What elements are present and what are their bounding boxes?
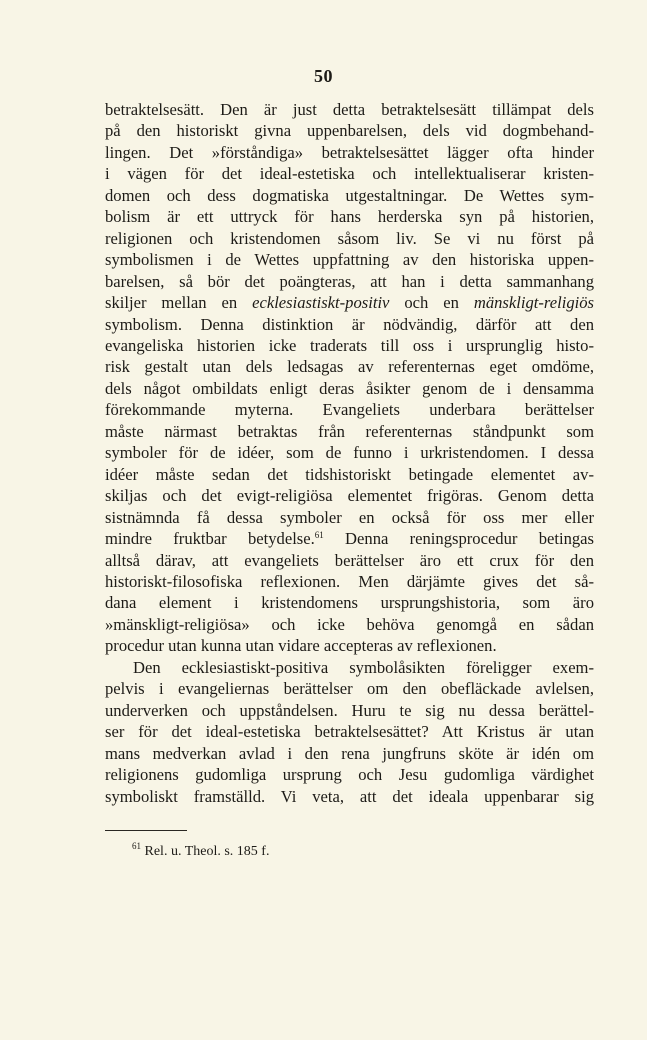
text-line: dels något ombildats enligt deras åsikter genom de i densamma [105,378,594,398]
text-line-with-footnote-ref [105,528,594,549]
footnote-reference: 61 [314,530,324,541]
text-line: förekommande myterna. Evangeliets underbara berättelser [105,400,594,420]
text-line: religionens gudomliga ursprung och Jesu gudomliga värdighet [105,765,594,785]
body-text [105,99,594,807]
text-line: alltså därav, att evangeliets berättelser äro ett crux för den [105,550,594,570]
text-line: lingen. Det »förståndiga» betraktelsesättet lägger ofta hinder [105,142,594,162]
text-line: evangeliska historien icke traderats till oss i ursprunglig histo- [105,335,594,355]
text-line: risk gestalt utan dels ledsagas av referenternas eget omdöme, [105,357,594,377]
text-line: dana element i kristendomens ursprungshistoria, som äro [105,593,594,613]
page-number: 50 [314,66,333,86]
text-line: symbolism. Denna distinktion är nödvändig, därför att den [105,314,594,334]
text-line: barelsen, så bör det poängteras, att han i detta sammanhang [105,271,594,291]
text-line: symboler för de idéer, som de funno i urkristendomen. I dessa [105,443,594,463]
text-line-with-italics [105,292,594,313]
italic-term: mänskligt-religiös [473,293,594,313]
footnote-mark: 61 [132,841,141,851]
paragraph-end-line: procedur utan kunna utan vidare accepteras av reflexionen. [105,636,497,656]
text-line: symboliskt framställd. Vi veta, att det ideala uppenbarar sig [105,786,594,806]
text-line: måste närmast betraktas från referenternas ståndpunkt som [105,421,594,441]
text-line: i vägen för det ideal-estetiska och intellektualiserar kristen- [105,164,594,184]
text-line: domen och dess dogmatiska utgestaltningar. De Wettes sym- [105,185,594,205]
text-line: idéer måste sedan det tidshistoriskt betingade elementet av- [105,464,594,484]
text-fragment: mindre fruktbar betydelse. [105,529,315,549]
text-line: »mänskligt-religiösa» och icke behöva genomgå en sådan [105,614,594,634]
text-fragment: och en [389,293,474,313]
text-fragment: skiljer mellan en [105,293,253,313]
text-line: på den historiskt givna uppenbarelsen, dels vid dogmbehand- [105,121,594,141]
text-line: pelvis i evangeliernas berättelser om den obefläckade avlelsen, [105,679,594,699]
text-line: underverken och uppståndelsen. Huru te sig nu dessa berättel- [105,700,594,720]
text-line: symbolismen i de Wettes uppfattning av den historiska uppen- [105,250,594,270]
paragraph-start-line: Den ecklesiastiskt-positiva symbolåsikten föreligger exem- [133,657,594,677]
text-line: bolism är ett uttryck för hans herderska syn på historien, [105,207,594,227]
text-line: historiskt-filosofiska reflexionen. Men därjämte gives det så- [105,571,594,591]
footnote-divider [105,830,187,831]
footnote [132,843,269,861]
footnote-text: Rel. u. Theol. s. 185 f. [141,844,270,859]
text-fragment: Denna reningsprocedur betingas [323,529,594,549]
text-line: mans medverkan avlad i den rena jungfruns sköte är idén om [105,743,594,763]
italic-term: ecklesiastiskt-positiv [252,293,390,313]
text-line: skiljas och det evigt-religiösa elementet frigöras. Genom detta [105,486,594,506]
text-line: religionen och kristendomen såsom liv. Se vi nu först på [105,228,594,248]
text-line: sistnämnda få dessa symboler en också för oss mer eller [105,507,594,527]
text-line: betraktelsesätt. Den är just detta betraktelsesätt tillämpat dels [105,100,594,119]
text-line: ser för det ideal-estetiska betraktelsesättet? Att Kristus är utan [105,722,594,742]
